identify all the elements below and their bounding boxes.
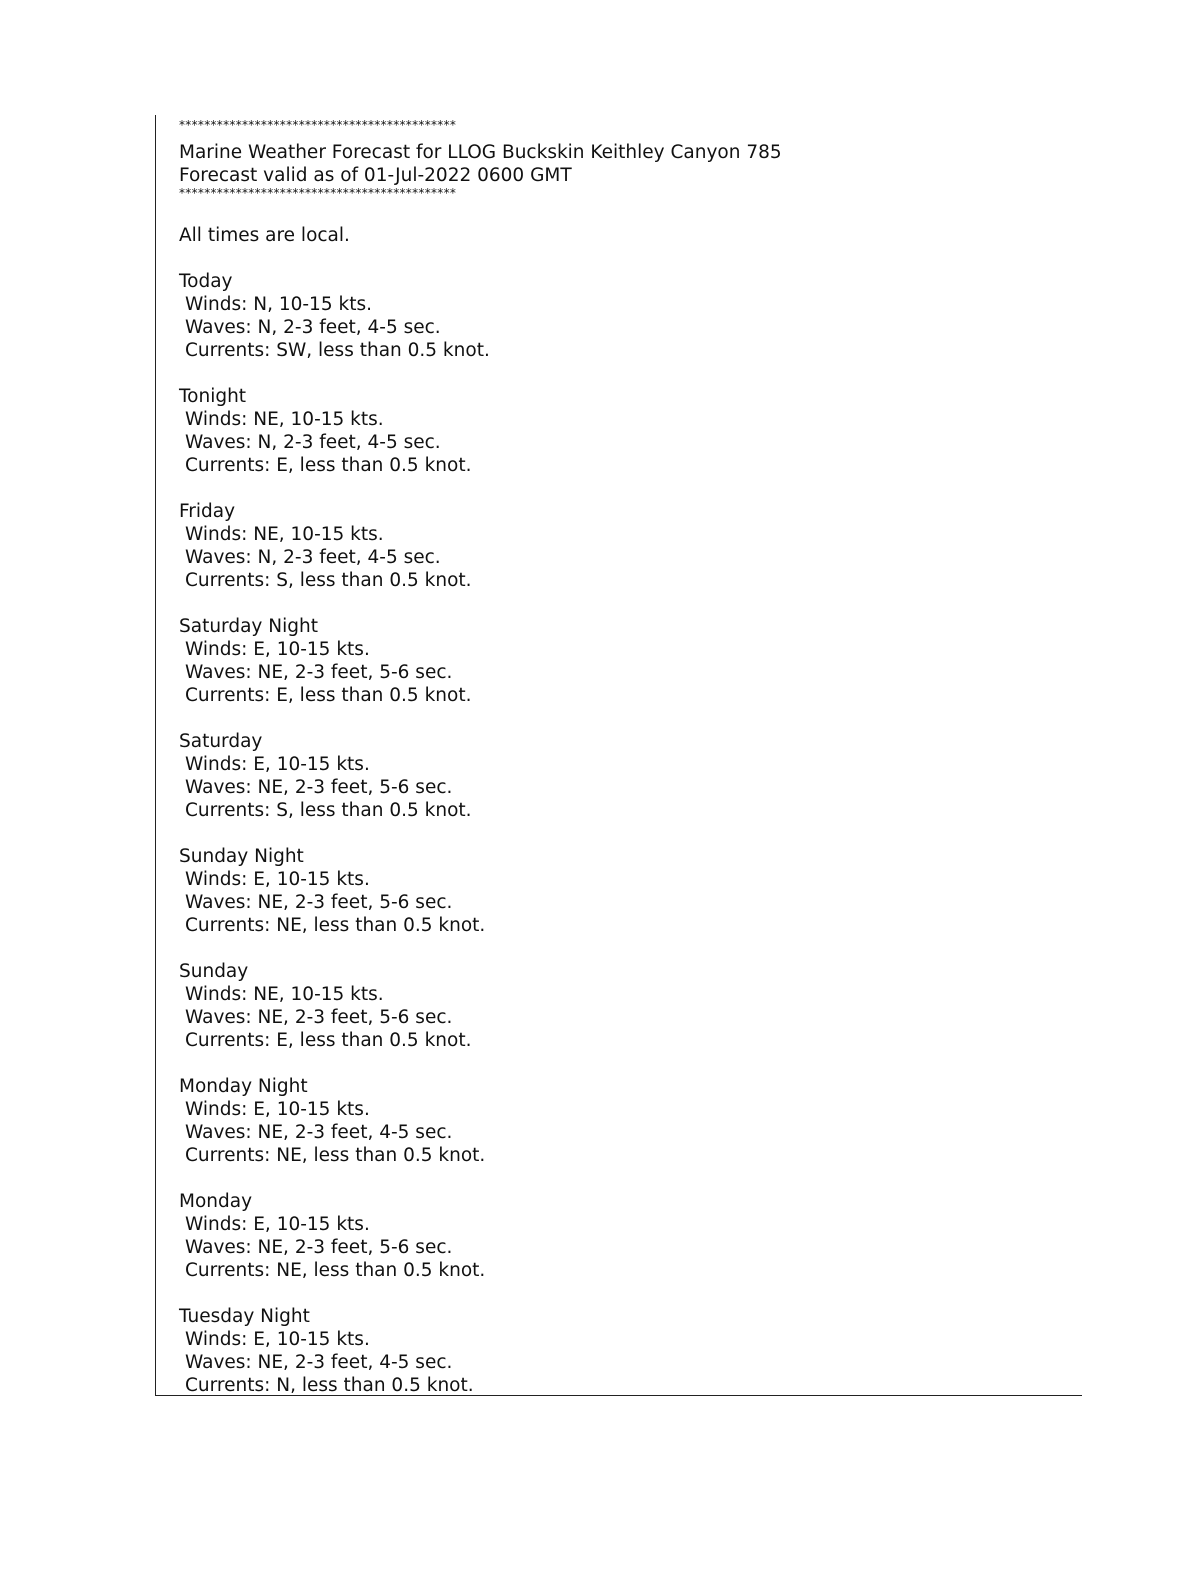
period-winds: Winds: E, 10-15 kts. [185,1329,370,1350]
period-name: Sunday Night [179,846,304,867]
period-waves: Waves: NE, 2-3 feet, 5-6 sec. [185,662,453,683]
period-winds: Winds: N, 10-15 kts. [185,294,372,315]
forecast-title: Marine Weather Forecast for LLOG Buckskin Keithley Canyon 785 [179,142,782,163]
period-name: Sunday [179,961,249,982]
period-winds: Winds: E, 10-15 kts. [185,869,370,890]
spacer [179,477,782,500]
period-waves: Waves: N, 2-3 feet, 4-5 sec. [185,317,441,338]
spacer [179,937,782,960]
spacer [179,1167,782,1190]
period-currents: Currents: E, less than 0.5 knot. [185,455,472,476]
period-waves: Waves: N, 2-3 feet, 4-5 sec. [185,432,441,453]
forecast-period [179,1190,782,1305]
document-frame [155,115,1082,1396]
period-name: Friday [179,501,236,522]
period-winds: Winds: E, 10-15 kts. [185,639,370,660]
period-name: Today [179,271,233,292]
period-winds: Winds: NE, 10-15 kts. [185,409,384,430]
time-note: All times are local. [179,225,350,246]
period-currents: Currents: S, less than 0.5 knot. [185,570,472,591]
period-winds: Winds: E, 10-15 kts. [185,1099,370,1120]
spacer [179,707,782,730]
period-waves: Waves: NE, 2-3 feet, 5-6 sec. [185,1237,453,1258]
period-name: Saturday [179,731,263,752]
forecast-period [179,500,782,615]
period-currents: Currents: S, less than 0.5 knot. [185,800,472,821]
forecast-period [179,1305,782,1396]
period-currents: Currents: NE, less than 0.5 knot. [185,1260,486,1281]
header-stars-top: ******************************************** [179,118,457,132]
period-waves: Waves: NE, 2-3 feet, 5-6 sec. [185,892,453,913]
period-currents: Currents: NE, less than 0.5 knot. [185,1145,486,1166]
forecast-period [179,845,782,960]
period-currents: Currents: E, less than 0.5 knot. [185,1030,472,1051]
header-stars-bottom: ******************************************** [179,186,457,200]
forecast-period [179,385,782,500]
spacer [179,1282,782,1305]
spacer [179,822,782,845]
period-currents: Currents: SW, less than 0.5 knot. [185,340,490,361]
forecast-period [179,1075,782,1190]
period-name: Tonight [179,386,247,407]
period-currents: Currents: E, less than 0.5 knot. [185,685,472,706]
period-currents: Currents: N, less than 0.5 knot. [185,1375,474,1396]
forecast-period [179,270,782,385]
period-name: Monday Night [179,1076,308,1097]
forecast-periods [179,270,782,1396]
period-currents: Currents: NE, less than 0.5 knot. [185,915,486,936]
period-waves: Waves: NE, 2-3 feet, 5-6 sec. [185,777,453,798]
period-name: Saturday Night [179,616,318,637]
period-waves: Waves: NE, 2-3 feet, 4-5 sec. [185,1122,453,1143]
spacer [179,247,782,270]
period-winds: Winds: NE, 10-15 kts. [185,524,384,545]
spacer [179,592,782,615]
period-winds: Winds: E, 10-15 kts. [185,754,370,775]
period-winds: Winds: NE, 10-15 kts. [185,984,384,1005]
spacer [179,362,782,385]
period-name: Tuesday Night [179,1306,310,1327]
period-name: Monday [179,1191,253,1212]
period-winds: Winds: E, 10-15 kts. [185,1214,370,1235]
spacer [179,1052,782,1075]
forecast-period [179,960,782,1075]
forecast-period [179,730,782,845]
period-waves: Waves: N, 2-3 feet, 4-5 sec. [185,547,441,568]
period-waves: Waves: NE, 2-3 feet, 4-5 sec. [185,1352,453,1373]
period-waves: Waves: NE, 2-3 feet, 5-6 sec. [185,1007,453,1028]
forecast-period [179,615,782,730]
forecast-text [179,115,782,1396]
forecast-valid-time: Forecast valid as of 01-Jul-2022 0600 GMT [179,165,572,186]
